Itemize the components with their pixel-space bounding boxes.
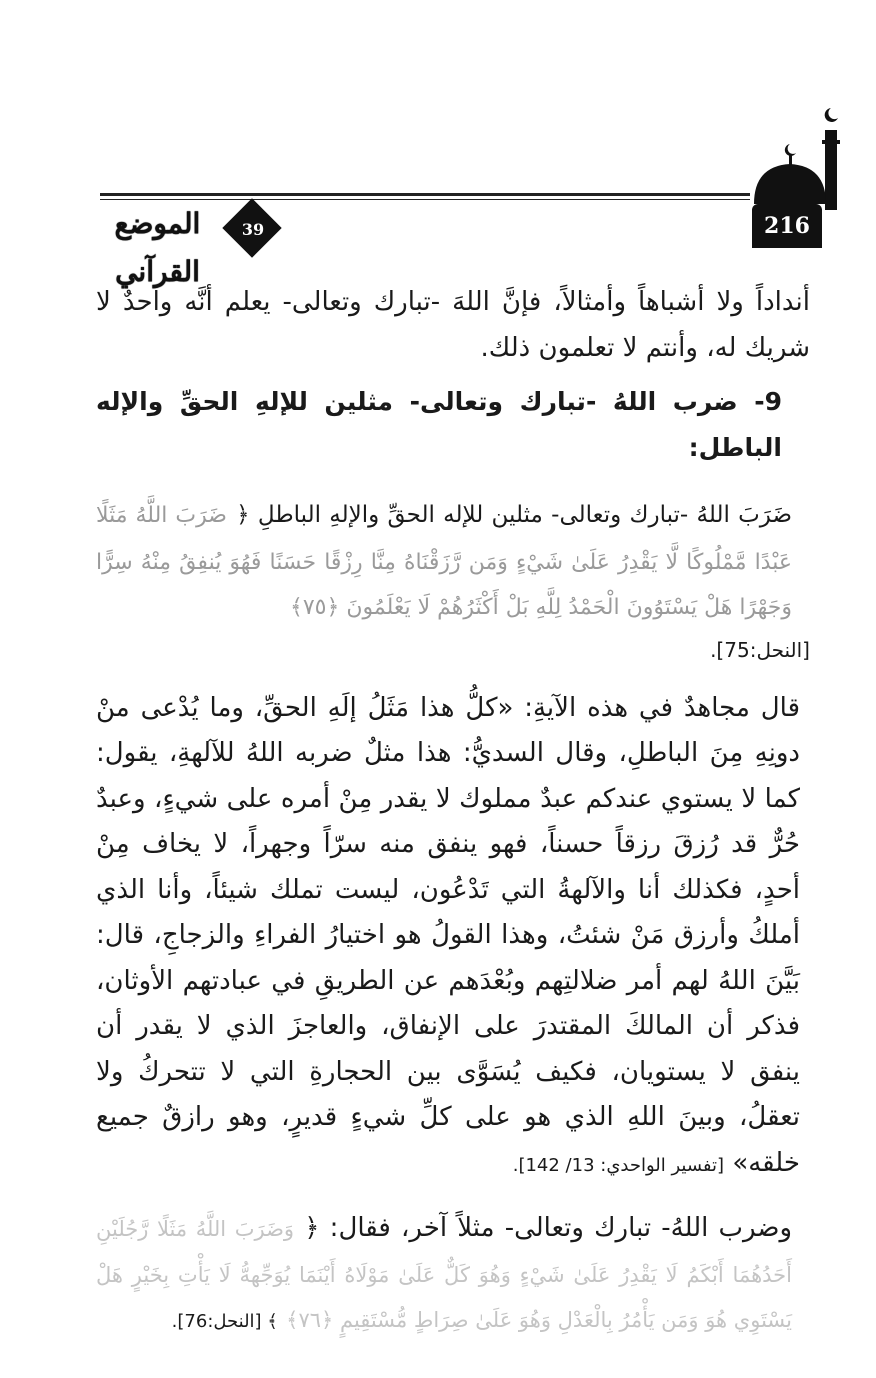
section-heading: 9- ضرب اللهُ -تبارك وتعالى- مثلين للإلهِ الحقِّ والإله الباطل: [96,387,782,462]
verse-2-text: وَضَرَبَ اللَّهُ مَثَلًا رَّجُلَيْنِ أَحَدُهُمَا أَبْكَمُ لَا يَقْدِرُ عَلَىٰ شَيْءٍ وَهُوَ كَلٌّ عَلَىٰ مَوْلَاهُ أَيْنَمَا يُوَجِّههُّ لَا يَأْتِ بِخَيْرٍ هَلْ يَسْتَوِي هُوَ وَمَن يَأْمُرُ بِالْعَدْلِ وَهُوَ عَلَىٰ صِرَاطٍ مُّسْتَقِيمٍ ﴿٧٦﴾ [96,1217,792,1332]
paragraph-intro: أنداداً ولا أشباهاً وأمثالاً، فإنَّ اللهَ -تبارك وتعالى- يعلم أنَّه واحدٌ لا شريك له، وأنتم لا تعلمون ذلك. [96,287,810,363]
verse-2-reference: ﴾ [النحل:76]. [171,1311,278,1332]
header-rule [100,193,750,196]
mosque-dome-icon [740,100,850,210]
page-content [96,280,810,1345]
section-number: 39 [241,219,265,239]
verse-text: ضَرَبَ اللَّهُ مَثَلًا عَبْدًا مَّمْلُوكًا لَّا يَقْدِرُ عَلَىٰ شَيْءٍ وَمَن رَّزَقْنَاهُ مِنَّا رِزْقًا حَسَنًا فَهُوَ يُنفِقُ مِنْهُ سِرًّا وَجَهْرًا هَلْ يَسْتَوُونَ الْحَمْدُ لِلَّهِ بَلْ أَكْثَرُهُمْ لَا يَعْلَمُونَ ﴿٧٥﴾ [96,503,792,620]
commentary-reference: [تفسير الواحدي: 13/ 142]. [512,1154,725,1176]
verse-intro: ضَرَبَ اللهُ -تبارك وتعالى- مثلين للإله الحقِّ والإلهِ الباطلِ ﴿ [236,502,792,528]
page-number: 216 [752,204,822,248]
verse-reference: [النحل:75]. [710,637,810,662]
book-logo: الموضع القرآني [114,207,201,288]
paragraph-commentary [96,686,810,1189]
verse-block-1 [96,492,810,630]
verse-block-2 [96,1206,810,1345]
commentary-text: قال مجاهدٌ في هذه الآيةِ: «كلُّ هذا مَثَلُ إلَهِ الحقِّ، وما يُدْعى منْ دونِهِ مِنَ الباطلِ، وقال السديُّ: هذا مثلٌ ضربه اللهُ للآلهةِ، يقول: كما لا يستوي عندكم عبدٌ مملوك لا يقدر مِنْ أمره على شيءٍ، وعبدٌ حُرٌّ قد رُزقَ رزقاً حسناً، فهو ينفق منه سرّاً وجهراً، لا يخاف مِنْ أحدٍ، فكذلك أنا والآلهةُ التي تَدْعُون، ليست تملك شيئاً، وأنا الذي أملكُ وأرزق مَنْ شئتُ، وهذا القولُ هو اختيارُ الفراءِ والزجاجِ، قال: بَيَّنَ اللهُ لهم أمر ضلالتِهم وبُعْدَهم عن الطريقِ في عبادتهم الأوثان، فذكر أن المالكَ المقتدرَ على الإنفاق، والعاجزَ الذي لا يقدر أن ينفق لا يستويان، فكيف يُسَوَّى بين الحجارةِ التي لا تتحركُ ولا تعقلُ، وبينَ اللهِ الذي هو على كلِّ شيءٍ قديرٍ، وهو رازقٌ جميع خلقه» [96,692,800,1178]
section-number-badge [223,199,283,259]
page-header [0,0,876,288]
verse-2-intro: وضرب اللهُ- تبارك وتعالى- مثلاً آخر، فقال: ﴿ [304,1213,793,1243]
